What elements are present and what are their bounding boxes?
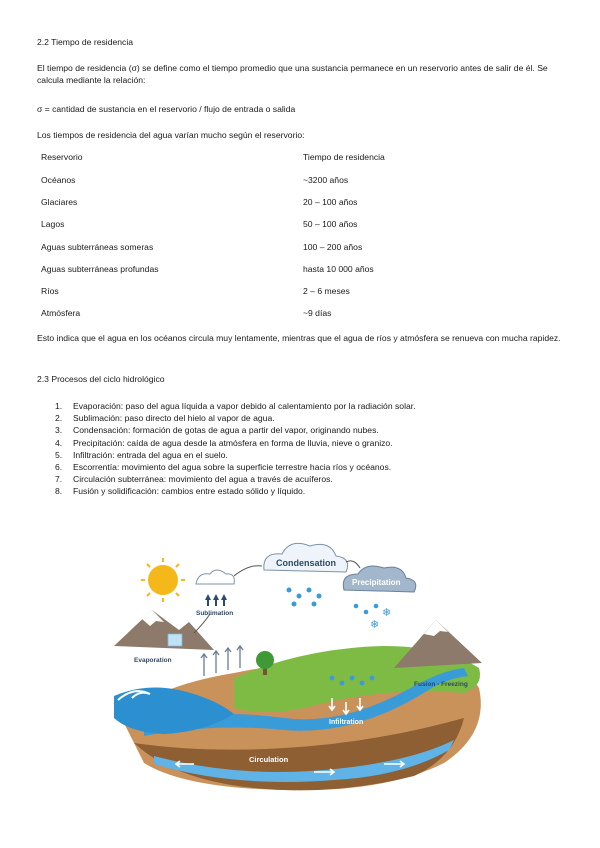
list-item: 7. Circulación subterránea: movimiento del agua a través de acuíferos. xyxy=(55,474,333,485)
label-infiltration: Infiltration xyxy=(329,719,364,726)
process-list xyxy=(37,401,565,499)
table-row xyxy=(37,169,487,191)
table-header-reservoir: Reservorio xyxy=(41,152,83,163)
table-cell-reservoir: Aguas subterráneas profundas xyxy=(41,263,159,274)
sun-to-cloud-arrow xyxy=(234,566,262,576)
table-cell-reservoir: Océanos xyxy=(41,174,76,185)
table-cell-reservoir: Atmósfera xyxy=(41,308,81,319)
table-cell-reservoir: Ríos xyxy=(41,286,59,297)
residence-time-definition: El tiempo de residencia (σ) se define como el tiempo promedio que una sustancia permanece en un reservorio antes de salir de él. Se calcula mediante la relación: xyxy=(37,63,548,85)
table-row xyxy=(37,281,487,303)
label-circulation: Circulation xyxy=(249,755,289,764)
table-row xyxy=(37,303,487,325)
evaporation-arrows xyxy=(201,646,243,676)
list-item: 3. Condensación: formación de gotas de agua a partir del vapor, originando nubes. xyxy=(55,425,379,436)
process-text: Evaporación: paso del agua líquida a vapor debido al calentamiento por la radiación solar. xyxy=(73,401,416,411)
table-cell-reservoir: Aguas subterráneas someras xyxy=(41,241,154,252)
label-sublimation: Sublimation xyxy=(196,610,234,617)
table-cell-time: 100 – 200 años xyxy=(303,241,363,252)
table-cell-time: 50 – 100 años xyxy=(303,219,358,230)
table-header-row xyxy=(37,147,487,169)
table-cell-time: ~9 días xyxy=(303,308,332,319)
sublimation-arrows xyxy=(205,594,227,606)
process-text: Infiltración: entrada del agua en el suelo. xyxy=(73,449,228,460)
list-item: 2. Sublimación: paso directo del hielo al vapor de agua. xyxy=(55,413,275,424)
table-row xyxy=(37,258,487,280)
table-cell-reservoir: Glaciares xyxy=(41,196,78,207)
water-cycle-diagram xyxy=(84,518,516,808)
ice-block-icon xyxy=(168,634,182,646)
section-heading-2-2: 2.2 Tiempo de residencia xyxy=(37,37,134,47)
section-heading-2-3: 2.3 Procesos del ciclo hidrológico xyxy=(37,374,165,384)
table-cell-time: ~3200 años xyxy=(303,174,349,185)
table-header-time: Tiempo de residencia xyxy=(303,152,385,163)
process-text: Precipitación: caída de agua desde la atmósfera en forma de lluvia, nieve o granizo. xyxy=(73,437,393,448)
list-item: 4. Precipitación: caída de agua desde la atmósfera en forma de lluvia, nieve o granizo. xyxy=(55,437,393,448)
table-cell-time: hasta 10 000 años xyxy=(303,263,374,274)
residence-time-table xyxy=(37,147,487,325)
list-item: 1. Evaporación: paso del agua líquida a vapor debido al calentamiento por la radiación solar. xyxy=(55,401,416,411)
process-text: Condensación: formación de gotas de agua a partir del vapor, originando nubes. xyxy=(73,425,379,436)
label-precipitation: Precipitation xyxy=(352,578,401,587)
list-item: 8. Fusión y solidificación: cambios entre estado sólido y líquido. xyxy=(55,486,306,497)
svg-text:❄: ❄ xyxy=(370,618,380,631)
rain-drops xyxy=(354,604,379,615)
process-text: Escorrentía: movimiento del agua sobre la superficie terrestre hacia ríos y océanos. xyxy=(73,461,392,472)
table-cell-reservoir: Lagos xyxy=(41,219,65,230)
residence-time-formula: σ = cantidad de sustancia en el reservorio / flujo de entrada o salida xyxy=(37,104,296,114)
svg-text:❄: ❄ xyxy=(382,606,392,619)
snowflake-icons xyxy=(370,606,391,631)
process-text: Sublimación: paso directo del hielo al vapor de agua. xyxy=(73,413,275,424)
tree-icon xyxy=(256,651,274,669)
process-text: Fusión y solidificación: cambios entre estado sólido y líquido. xyxy=(73,486,306,497)
table-cell-time: 2 – 6 meses xyxy=(303,286,350,297)
list-item: 5. Infiltración: entrada del agua en el suelo. xyxy=(55,449,228,460)
table-cell-time: 20 – 100 años xyxy=(303,196,358,207)
list-item: 6. Escorrentía: movimiento del agua sobre la superficie terrestre hacia ríos y océanos. xyxy=(55,461,392,472)
label-fusion-freezing: Fusion - Freezing xyxy=(414,681,468,688)
sun-icon xyxy=(148,565,178,595)
residence-table-intro: Los tiempos de residencia del agua varían mucho según el reservorio: xyxy=(37,130,305,140)
sublimation-cloud-icon xyxy=(196,570,234,584)
condensation-drops xyxy=(287,588,322,607)
table-row xyxy=(37,214,487,236)
process-text: Circulación subterránea: movimiento del agua a través de acuíferos. xyxy=(73,474,333,485)
residence-conclusion: Esto indica que el agua en los océanos circula muy lentamente, mientras que el agua de ríos y atmósfera se renueva con mucha rapidez. xyxy=(37,333,561,343)
label-condensation: Condensation xyxy=(276,558,336,568)
table-row xyxy=(37,192,487,214)
label-evaporation: Evaporation xyxy=(134,657,172,664)
table-row xyxy=(37,236,487,258)
